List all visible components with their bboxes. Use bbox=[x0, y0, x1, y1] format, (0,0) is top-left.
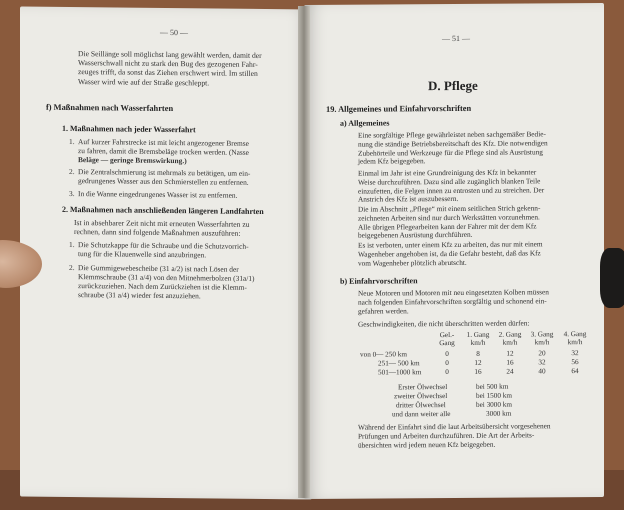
text-line: tung für die Klauenwelle sind anzubringen. bbox=[78, 249, 207, 260]
left-page bbox=[20, 6, 312, 499]
list-number: 1. bbox=[69, 239, 75, 250]
text-line: schraube (31 a/4) wieder fest anzuziehen. bbox=[78, 290, 201, 301]
text-line: Prüfungen und Arbeiten durchzuführen. Die Art der Arbeits- bbox=[358, 430, 535, 441]
table-cell: 0 bbox=[445, 368, 449, 377]
paragraph-a1 bbox=[358, 130, 596, 167]
text-line: Anstrich des Kfz ist auszubessern. bbox=[358, 194, 459, 205]
text-line: Weise durchzuführen. Dazu sind alle zugänglich blanken Teile bbox=[358, 176, 541, 187]
oil-change-list bbox=[304, 382, 604, 424]
header-line: 2. Gang bbox=[498, 330, 522, 339]
table-cell: 16 bbox=[474, 367, 482, 376]
table-cell: 20 bbox=[538, 349, 546, 358]
text-line: Ist in absehbarer Zeit nicht mit erneuten Wasserfahrten zu bbox=[74, 218, 250, 229]
speed-intro: Geschwindigkeiten, die nicht überschritten werden dürfen: bbox=[358, 318, 530, 329]
subheading-b: b) Einfahrvorschriften bbox=[340, 276, 418, 286]
text-line: Die Schutzkappe für die Schraube und die Schutzvorrich- bbox=[78, 240, 249, 251]
table-header bbox=[526, 330, 558, 347]
oil-change-value: bei 1500 km bbox=[476, 391, 512, 400]
list-item bbox=[69, 166, 306, 187]
list-number: 2. bbox=[69, 166, 75, 177]
text-line: Auf kurzer Fahrstrecke ist mit leicht angezogener Bremse bbox=[78, 137, 249, 148]
header-line: km/h bbox=[534, 338, 550, 347]
closing-paragraph bbox=[358, 422, 596, 450]
page-number-right: — 51 — bbox=[442, 33, 470, 44]
oil-change-label: dritter Ölwechsel bbox=[396, 401, 446, 410]
right-page bbox=[304, 3, 604, 499]
list-number: 1. bbox=[69, 136, 75, 147]
text-line: jedem Kfz beigegeben. bbox=[358, 156, 426, 167]
header-line: Gel.- bbox=[439, 330, 455, 340]
text-line: Alle übrigen Pflegearbeiten kann der Fahrer mit der dem Kfz bbox=[358, 221, 537, 232]
oil-change-value: bei 500 km bbox=[476, 382, 509, 391]
text-line: Wasser wird wie auf der Straße geschleppt. bbox=[78, 76, 210, 88]
text-line: übersichten wird jedem neuen Kfz beigegeben. bbox=[358, 439, 496, 450]
text-line: Die Zentralschmierung ist mehrmals zu betätigen, um ein- bbox=[78, 167, 251, 178]
text-line: rechnen, dann sind folgende Maßnahmen auszuführen: bbox=[74, 227, 241, 238]
list-item bbox=[69, 239, 306, 260]
text-line: Wasserschwall nicht zu stark den Bug des gezogenen Fahr- bbox=[78, 58, 258, 70]
text-line: Während der Einfahrt sind die laut Arbeitsübersicht vorgesehenen bbox=[358, 421, 551, 432]
subheading-a: a) Allgemeines bbox=[340, 118, 390, 128]
paragraph-a2 bbox=[358, 168, 596, 205]
table-header bbox=[558, 330, 592, 347]
table-cell: 64 bbox=[571, 367, 579, 376]
text-line: gedrungenes Wasser aus den Schmierstellen zu entfernen. bbox=[78, 176, 249, 187]
list-number: 3. bbox=[69, 188, 75, 199]
header-line: Gang bbox=[439, 339, 455, 348]
table-cell: 12 bbox=[474, 358, 482, 367]
intro-paragraph bbox=[78, 49, 306, 88]
subheading-2: 2. Maßnahmen nach anschließenden längeren Landfahrten bbox=[62, 204, 264, 217]
text-line: gefahren werden. bbox=[358, 305, 409, 316]
paragraph-b1 bbox=[358, 288, 596, 316]
oil-change-label: Erster Ölwechsel bbox=[398, 383, 448, 392]
text-line: beigegebenen Ausrüstung durchführen. bbox=[358, 230, 473, 241]
list-item bbox=[69, 262, 306, 301]
text-line: Die Gummigewebescheibe (31 a/2) ist nach Lösen der bbox=[78, 263, 239, 274]
table-row-label: von 0— 250 km bbox=[360, 350, 407, 359]
table-cell: 12 bbox=[506, 349, 514, 358]
text-line: Eine sorgfältige Pflege gewährleistet neben sachgemäßer Bedie- bbox=[358, 129, 546, 140]
right-hand bbox=[600, 248, 624, 308]
text-line: nung die ständige Betriebsbereitschaft des Kfz. Die notwendigen bbox=[358, 138, 548, 149]
list-item bbox=[69, 136, 306, 166]
text-line: Zubehörteile und Werkzeuge für die Pflege sind als Ausrüstung bbox=[358, 146, 543, 158]
table-row-label: 251— 500 km bbox=[378, 359, 420, 368]
table-cell: 24 bbox=[506, 367, 514, 376]
text-line: zeuges trifft, da sonst das Ziehen erschwert wird. Im stillen bbox=[78, 67, 258, 79]
oil-change-value: bei 3000 km bbox=[476, 400, 512, 409]
table-cell: 32 bbox=[571, 349, 579, 358]
text-line: Klemmschraube (31 a/4) von den Mitnehmerbolzen (31a/1) bbox=[78, 272, 255, 283]
table-header bbox=[462, 331, 494, 348]
header-line: 3. Gang bbox=[530, 330, 554, 339]
text-line: Die Seillänge soll möglichst lang gewählt werden, damit der bbox=[78, 49, 262, 61]
table-cell: 0 bbox=[445, 350, 449, 359]
table-cell: 0 bbox=[445, 359, 449, 368]
section-heading-f: f) Maßnahmen nach Wasserfahrten bbox=[46, 102, 174, 114]
text-line: Wagenheber angehoben ist, da die Gefahr besteht, daß das Kfz bbox=[358, 248, 541, 259]
table-row-label: 501—1000 km bbox=[378, 368, 422, 377]
text-line: einzufetten, die Felgen innen zu entrosten und zu streichen. Der bbox=[358, 184, 545, 196]
list-item bbox=[69, 188, 306, 200]
oil-change-label: und dann weiter alle bbox=[392, 410, 451, 419]
oil-change-value: 3000 km bbox=[486, 409, 512, 418]
table-cell: 32 bbox=[538, 358, 546, 367]
text-line: vom Wagenheber plötzlich abrutscht. bbox=[358, 257, 467, 268]
table-cell: 16 bbox=[506, 358, 514, 367]
book-gutter bbox=[298, 6, 310, 498]
page-number-left: — 50 — bbox=[160, 27, 188, 38]
header-line: 4. Gang bbox=[563, 330, 587, 339]
header-line: km/h bbox=[502, 338, 518, 348]
header-line: km/h bbox=[470, 339, 486, 348]
table-header bbox=[494, 330, 526, 347]
text-line: zeichneten Arbeiten sind nur durch Werkstätten vorzunehmen. bbox=[358, 212, 540, 223]
oil-change-label: zweiter Ölwechsel bbox=[394, 392, 448, 401]
chapter-title: D. Pflege bbox=[428, 77, 478, 94]
text-line: zurückzuziehen. Nach dem Zurückziehen ist die Klemm- bbox=[78, 281, 247, 292]
paragraph-a4 bbox=[358, 240, 596, 268]
text-line: nach folgenden Einfahrvorschriften sorgfältig und schonend ein- bbox=[358, 296, 547, 307]
list-number: 2. bbox=[69, 262, 75, 273]
text-line: zu fahren, damit die Bremsbeläge trocken werden. (Nasse bbox=[78, 146, 249, 157]
table-cell: 8 bbox=[476, 349, 480, 358]
text-line: Die im Abschnitt „Pflege“ mit einem seitlichen Strich gekenn- bbox=[358, 203, 541, 214]
header-line: km/h bbox=[567, 338, 583, 347]
table-cell: 40 bbox=[538, 367, 546, 376]
text-line: In die Wanne eingedrungenes Wasser ist zu entfernen. bbox=[78, 189, 238, 200]
table-cell: 56 bbox=[571, 358, 579, 367]
table-header bbox=[432, 331, 462, 348]
subheading-1: 1. Maßnahmen nach jeder Wasserfahrt bbox=[62, 123, 196, 135]
text-line: Einmal im Jahr ist eine Grundreinigung des Kfz in bekannter bbox=[358, 167, 537, 178]
paragraph-a3 bbox=[358, 204, 596, 241]
header-line: 1. Gang bbox=[466, 330, 490, 339]
text-line: Neue Motoren und Motoren mit neu eingesetzten Kolben müssen bbox=[358, 287, 549, 298]
text-line: Es ist verboten, unter einem Kfz zu arbeiten, das nur mit einem bbox=[358, 239, 543, 250]
sub2-intro bbox=[74, 218, 306, 239]
text-line: Beläge — geringe Bremswirkung.) bbox=[78, 155, 187, 166]
section-heading-19: 19. Allgemeines und Einfahrvorschriften bbox=[326, 103, 472, 114]
